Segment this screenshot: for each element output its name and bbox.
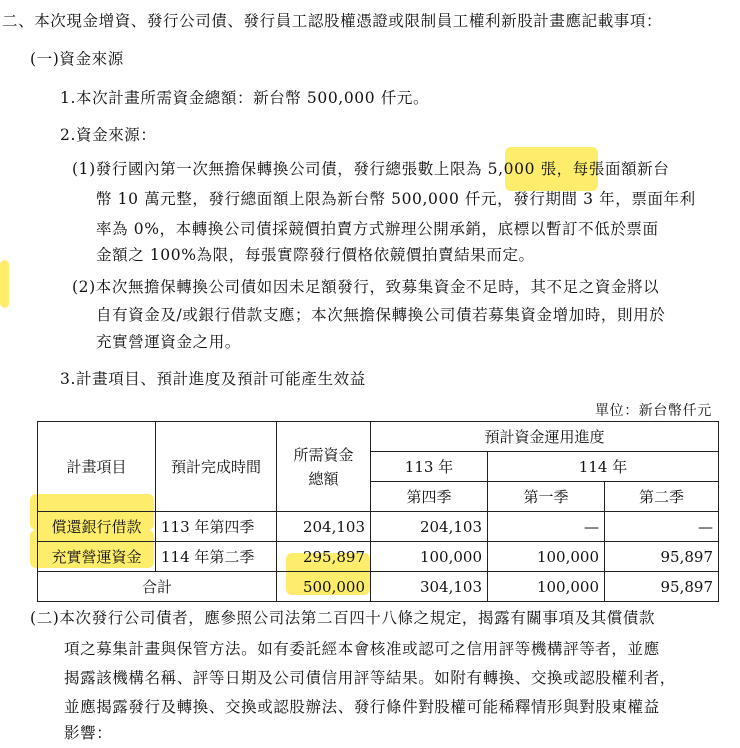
paragraph-1-line-2: 幣 10 萬元整，發行總面額上限為新台幣 500,000 仟元，發行期間 3 年，票面年利: [96, 190, 696, 208]
section-2-line-4: 並應揭露發行及轉換、交換或認股辦法、發行條件對股權可能稀釋情形與對股東權益: [64, 698, 660, 716]
unit-label: 單位：新台幣仟元: [595, 403, 712, 419]
cell-113-q4: 204,103: [371, 512, 488, 542]
plan-table: [37, 421, 719, 602]
section-2-line-1: (二)本次發行公司債者，應參照公司法第二百四十八條之規定，揭露有關事項及其償債款: [30, 609, 656, 627]
section-2-line-2: 項之募集計畫與保管方法。如有委託經本會核准或認可之信用評等機構評等者，並應: [64, 640, 660, 658]
col-header-year-113: 113 年: [371, 452, 488, 482]
cell-total-114-q1: 100,000: [488, 572, 605, 602]
col-header-q1: 第一季: [488, 482, 605, 512]
highlight-mark-left-edge: [0, 260, 9, 308]
cell-time: 113 年第四季: [156, 512, 277, 542]
section-heading: 二、本次現金增資、發行公司債、發行員工認股權憑證或限制員工權利新股計畫應記載事項：: [2, 12, 663, 30]
paragraph-2-line-3: 充實營運資金之用。: [96, 333, 241, 351]
cell-113-q4: 100,000: [371, 542, 488, 572]
col-header-progress: 預計資金運用進度: [371, 422, 719, 452]
cell-amount: 295,897: [277, 542, 371, 572]
table-row: [38, 542, 719, 572]
cell-item: 充實營運資金: [38, 542, 156, 572]
col-header-required-funds: 所需資金總額: [277, 422, 371, 512]
section-2-line-3: 揭露該機構名稱、評等日期及公司債信用評等結果。如附有轉換、交換或認股權利者，: [64, 669, 676, 687]
paragraph-1-line-3: 率為 0%，本轉換公司債採競價拍賣方式辦理公開承銷，底標以暫訂不低於票面: [96, 220, 659, 238]
col-header-year-114: 114 年: [488, 452, 719, 482]
cell-114-q2: 95,897: [605, 542, 719, 572]
paragraph-1-line-1: (1)發行國內第一次無擔保轉換公司債，發行總張數上限為 5,000 張，每張面額新台: [72, 160, 670, 178]
col-header-q4: 第四季: [371, 482, 488, 512]
cell-item: 償還銀行借款: [38, 512, 156, 542]
paragraph-1-line-4: 金額之 100%為限，每張實際發行價格依競價拍賣結果而定。: [96, 246, 535, 264]
cell-total-label: 合計: [38, 572, 277, 602]
col-header-item: 計畫項目: [38, 422, 156, 512]
cell-total-114-q2: 95,897: [605, 572, 719, 602]
table-total-row: [38, 572, 719, 602]
item-fund-source: 2.資金來源：: [60, 126, 157, 144]
cell-total-amount: 500,000: [277, 572, 371, 602]
cell-114-q1: 100,000: [488, 542, 605, 572]
table-header-row-1: [38, 422, 719, 452]
col-header-q2: 第二季: [605, 482, 719, 512]
subsection-title-fund-source: (一)資金來源: [30, 50, 124, 68]
paragraph-2-line-2: 自有資金及/或銀行借款支應；本次無擔保轉換公司債若募集資金增加時，則用於: [96, 306, 666, 324]
section-2-line-5: 影響：: [64, 724, 113, 742]
col-header-completion-time: 預計完成時間: [156, 422, 277, 512]
cell-114-q1: —: [488, 512, 605, 542]
item-plan-progress: 3.計畫項目、預計進度及預計可能產生效益: [60, 370, 366, 388]
table-row: [38, 512, 719, 542]
cell-time: 114 年第二季: [156, 542, 277, 572]
item-total-funds: 1.本次計畫所需資金總額：新台幣 500,000 仟元。: [60, 89, 430, 107]
paragraph-2-line-1: (2)本次無擔保轉換公司債如因未足額發行，致募集資金不足時，其不足之資金將以: [72, 278, 660, 296]
cell-total-113-q4: 304,103: [371, 572, 488, 602]
cell-114-q2: —: [605, 512, 719, 542]
cell-amount: 204,103: [277, 512, 371, 542]
